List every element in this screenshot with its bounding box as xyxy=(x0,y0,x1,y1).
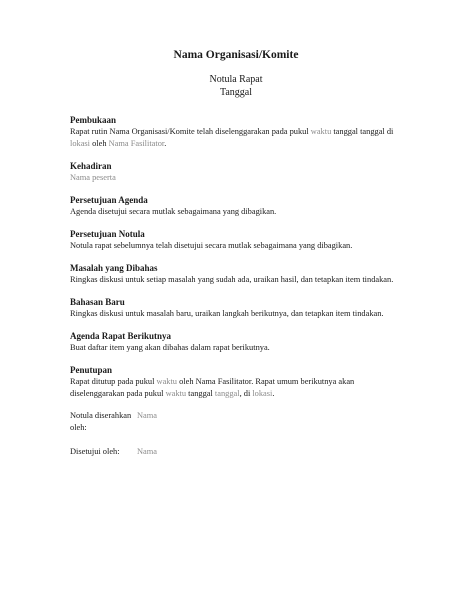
section-agenda-approval xyxy=(70,194,402,218)
section-opening xyxy=(70,114,402,150)
placeholder-time: waktu xyxy=(310,127,332,136)
body-text: oleh Nama Fasilitator. Rapat umum berikutnya akan diselenggarakan pada pukul xyxy=(70,377,355,398)
document-title: Notula Rapat xyxy=(209,74,263,85)
approved-by-label: Disetujui oleh: xyxy=(70,447,120,456)
section-body xyxy=(70,376,402,400)
section-body: Ringkas diskusi untuk setiap masalah yang sudah ada, uraikan hasil, dan tetapkan item tindakan. xyxy=(70,275,394,284)
section-closing xyxy=(70,364,402,400)
body-text: , di xyxy=(239,389,253,398)
placeholder-submitter-name: Nama xyxy=(137,411,157,420)
section-open-issues xyxy=(70,262,402,286)
org-name-title: Nama Organisasi/Komite xyxy=(173,49,299,61)
placeholder-facilitator: Nama Fasilitator xyxy=(108,139,165,148)
section-heading: Persetujuan Notula xyxy=(70,229,145,239)
body-text: tanggal xyxy=(331,127,361,136)
section-heading: Kehadiran xyxy=(70,161,112,171)
section-heading: Bahasan Baru xyxy=(70,297,125,307)
section-heading: Agenda Rapat Berikutnya xyxy=(70,331,172,341)
submitted-by-label: Notula diserahkan oleh: xyxy=(70,411,132,432)
body-text: Rapat rutin Nama Organisasi/Komite telah diselenggarakan pada pukul xyxy=(70,127,311,136)
body-text: Rapat ditutup pada pukul xyxy=(70,377,157,386)
body-text: oleh xyxy=(90,139,109,148)
body-text: . xyxy=(272,389,275,398)
section-body: Agenda disetujui secara mutlak sebagaimana yang dibagikan. xyxy=(70,207,277,216)
body-text: . xyxy=(164,139,167,148)
placeholder-approver-name: Nama xyxy=(137,447,157,456)
section-minutes-approval xyxy=(70,228,402,252)
section-body: Buat daftar item yang akan dibahas dalam rapat berikutnya. xyxy=(70,343,270,352)
section-heading: Penutupan xyxy=(70,365,113,375)
placeholder-location: lokasi xyxy=(252,389,273,398)
body-text: di xyxy=(384,127,394,136)
placeholder-time: waktu xyxy=(156,377,177,386)
document-date: Tanggal xyxy=(219,86,253,98)
section-heading: Masalah yang Dibahas xyxy=(70,263,158,273)
section-heading: Persetujuan Agenda xyxy=(70,195,148,205)
section-body: Notula rapat sebelumnya telah disetujui secara mutlak sebagaimana yang dibagikan. xyxy=(70,241,353,250)
placeholder-location: lokasi xyxy=(70,139,91,148)
body-text: tanggal xyxy=(186,389,215,398)
section-body xyxy=(70,126,402,150)
placeholder-date: tanggal xyxy=(214,389,240,398)
section-body: Ringkas diskusi untuk masalah baru, uraikan langkah berikutnya, dan tetapkan item tindakan. xyxy=(70,309,384,318)
title-block xyxy=(70,74,402,99)
body-text: tanggal xyxy=(360,127,385,136)
signature-submitted-row xyxy=(70,410,402,434)
section-new-business xyxy=(70,296,402,320)
section-next-agenda xyxy=(70,330,402,354)
section-attendance xyxy=(70,160,402,184)
placeholder-time: waktu xyxy=(165,389,187,398)
signature-approved-row xyxy=(70,446,402,458)
placeholder-attendee-names: Nama peserta xyxy=(70,173,116,182)
section-heading: Pembukaan xyxy=(70,115,117,125)
